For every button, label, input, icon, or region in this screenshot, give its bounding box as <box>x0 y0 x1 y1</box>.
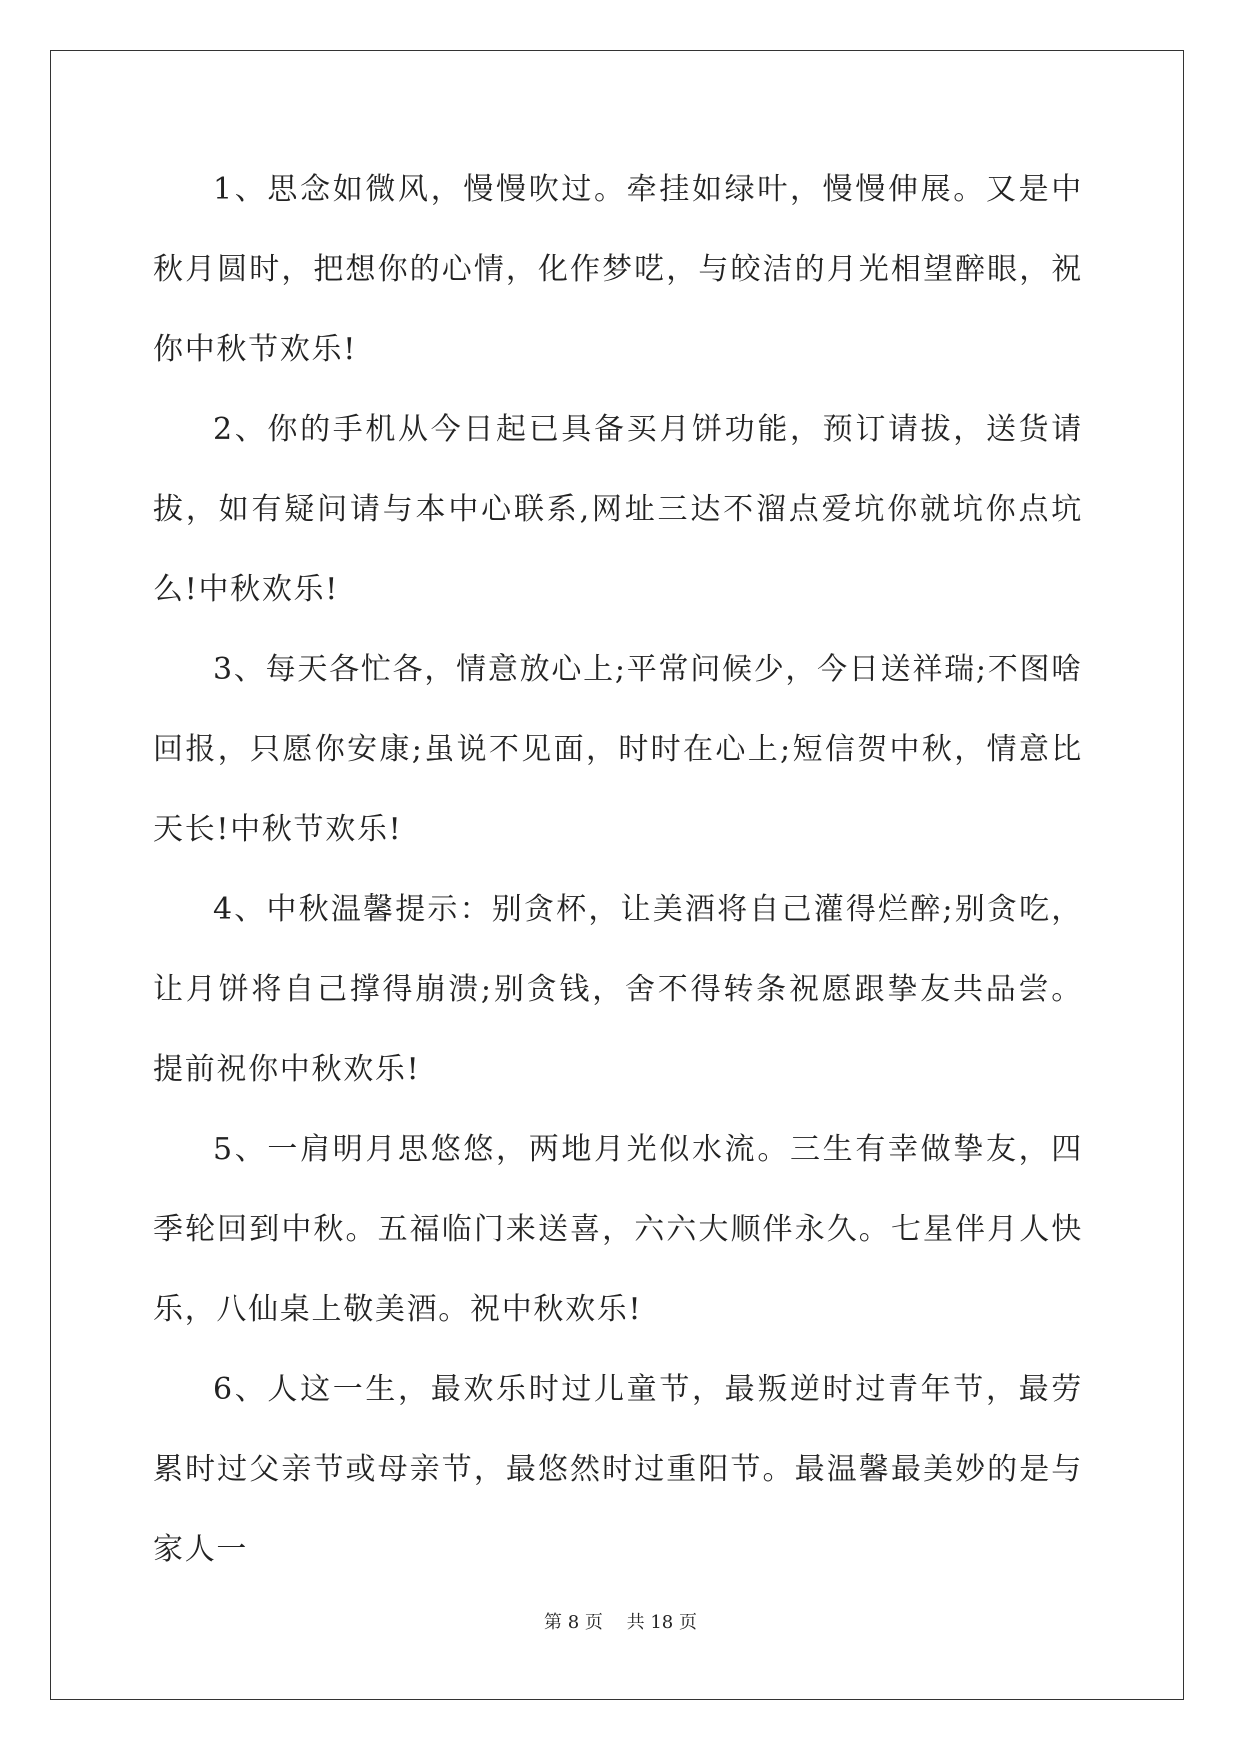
page-number: 第 8 页 共 18 页 <box>544 1612 697 1633</box>
paragraph-1: 1、思念如微风，慢慢吹过。牵挂如绿叶，慢慢伸展。又是中秋月圆时，把想你的心情，化作梦呓，与皎洁的月光相望醉眼，祝你中秋节欢乐! <box>153 172 1083 367</box>
document-body <box>153 150 1083 1590</box>
paragraph-3: 3、每天各忙各，情意放心上;平常问候少，今日送祥瑞;不图啥回报，只愿你安康;虽说不见面，时时在心上;短信贺中秋，情意比天长!中秋节欢乐! <box>153 652 1083 847</box>
paragraph-6: 6、人这一生，最欢乐时过儿童节，最叛逆时过青年节，最劳累时过父亲节或母亲节，最悠然时过重阳节。最温馨最美妙的是与家人一 <box>153 1372 1083 1567</box>
paragraph-4: 4、中秋温馨提示：别贪杯，让美酒将自己灌得烂醉;别贪吃，让月饼将自己撑得崩溃;别贪钱，舍不得转条祝愿跟挚友共品尝。提前祝你中秋欢乐! <box>153 892 1083 1087</box>
page-footer <box>0 1608 1241 1634</box>
paragraph-2: 2、你的手机从今日起已具备买月饼功能，预订请拔，送货请拔，如有疑问请与本中心联系,网址三达不溜点爱坑你就坑你点坑么!中秋欢乐! <box>153 412 1083 607</box>
paragraph-5: 5、一肩明月思悠悠，两地月光似水流。三生有幸做挚友，四季轮回到中秋。五福临门来送喜，六六大顺伴永久。七星伴月人快乐，八仙桌上敬美酒。祝中秋欢乐! <box>153 1132 1083 1327</box>
